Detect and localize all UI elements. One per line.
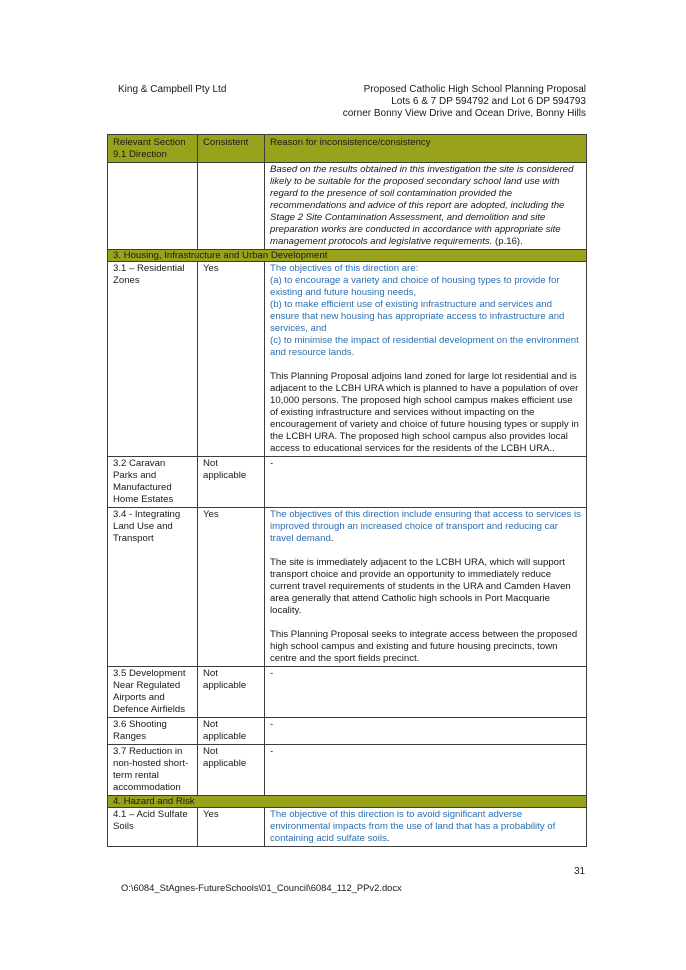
- consistent-cell: Yes: [198, 508, 265, 667]
- header-title-block: [343, 84, 586, 120]
- reason-cell: -: [265, 745, 587, 796]
- table-row: [108, 508, 587, 667]
- col-header-consistent: Consistent: [198, 135, 265, 163]
- objective-c: (c) to minimise the impact of residential development on the environment and resource lands.: [270, 335, 579, 358]
- table-header-row: [108, 135, 587, 163]
- intro-ref: (p.16).: [492, 236, 523, 247]
- reason-paragraph: This Planning Proposal seeks to integrate access between the proposed high school campus and existing and future housing precincts, town centre and the sport fields precinct.: [270, 629, 578, 664]
- table-row: [108, 457, 587, 508]
- page-number: 31: [574, 866, 586, 877]
- consistent-cell: Not applicable: [198, 457, 265, 508]
- reason-cell: -: [265, 667, 587, 718]
- reason-paragraph: The site is immediately adjacent to the LCBH URA, which will support transport choice and provide an opportunity to immediately reduce current travel requirements of students in the URA and Camden Haven area generally that attend Catholic high schools in Port Macquarie locality.: [270, 557, 571, 616]
- section-cell: 3.5 Development Near Regulated Airports and Defence Airfields: [108, 667, 198, 718]
- header-company: King & Campbell Pty Ltd: [118, 84, 227, 95]
- table-row: [108, 262, 587, 457]
- intro-quote: Based on the results obtained in this investigation the site is considered likely to be suitable for the proposed secondary school land use with regard to the presence of soil contamination provided the recommendations and advice of this report are adopted, including the Stage 2 Site Contamination Assessment, and demolition and site preparation works are conducted in accordance with appropriate site management protocols and legislative requirements.: [270, 164, 574, 247]
- section-cell: 4.1 – Acid Sulfate Soils: [108, 808, 198, 847]
- header-title-line1: Proposed Catholic High School Planning Proposal: [363, 84, 586, 95]
- table-row: [108, 718, 587, 745]
- objectives-text: The objectives of this direction include ensuring that access to services is improved through an increased choice of transport and reducing car travel demand: [270, 509, 581, 544]
- consistent-cell: Yes: [198, 262, 265, 457]
- reason-cell: The objective of this direction is to avoid significant adverse environmental impacts from the use of land that has a probability of containing acid sulfate soils.: [265, 808, 587, 847]
- objectives-intro: The objectives of this direction are:: [270, 263, 419, 274]
- section-cell: 3.1 – Residential Zones: [108, 262, 198, 457]
- objective-a: (a) to encourage a variety and choice of housing types to provide for existing and future housing needs,: [270, 275, 560, 298]
- consistent-cell: Yes: [198, 808, 265, 847]
- section-heading-4: 4. Hazard and Risk: [108, 796, 587, 808]
- direction-table: [107, 134, 587, 847]
- section-cell: 3.2 Caravan Parks and Manufactured Home Estates: [108, 457, 198, 508]
- table-row: [108, 745, 587, 796]
- table-row: [108, 667, 587, 718]
- table-row: [108, 808, 587, 847]
- table-row: [108, 163, 587, 250]
- section-heading-3: 3. Housing, Infrastructure and Urban Development: [108, 250, 587, 262]
- consistent-cell: Not applicable: [198, 745, 265, 796]
- header-title-line2: Lots 6 & 7 DP 594792 and Lot 6 DP 594793: [391, 96, 586, 107]
- section-cell: 3.4 - Integrating Land Use and Transport: [108, 508, 198, 667]
- section-cell: 3.6 Shooting Ranges: [108, 718, 198, 745]
- reason-cell: -: [265, 457, 587, 508]
- reason-cell: [265, 508, 587, 667]
- section-row: [108, 796, 587, 808]
- objectives-text: The objective of this direction is to avoid significant adverse environmental impacts from the use of land that has a probability of containing acid sulfate soils: [270, 809, 556, 844]
- consistent-cell: Not applicable: [198, 667, 265, 718]
- col-header-section: Relevant Section 9.1 Direction: [108, 135, 198, 163]
- header-title-line3: corner Bonny View Drive and Ocean Drive, Bonny Hills: [342, 108, 586, 119]
- section-row: [108, 250, 587, 262]
- reason-paragraph: This Planning Proposal adjoins land zoned for large lot residential and is adjacent to the LCBH URA which is planned to have a population of over 10,000 persons. The proposed high school campus makes efficient use of existing infrastructure and services without impacting on the encouragement of variety and choice of future housing types or supply in the LCBH URA. The proposed high school campus also provides local access to educational services for the residents of the LCBH URA..: [270, 371, 579, 454]
- consistent-cell: Not applicable: [198, 718, 265, 745]
- section-cell: 3.7 Reduction in non-hosted short-term rental accommodation: [108, 745, 198, 796]
- objective-b: (b) to make efficient use of existing infrastructure and services and ensure that new housing has appropriate access to infrastructure and services, and: [270, 299, 565, 334]
- reason-cell: -: [265, 718, 587, 745]
- footer-file-path: O:\6084_StAgnes-FutureSchools\01_Council\6084_112_PPv2.docx: [121, 882, 402, 893]
- objectives-block: [270, 263, 581, 359]
- objectives-block: The objectives of this direction include ensuring that access to services is improved through an increased choice of transport and reducing car travel demand.: [270, 509, 581, 544]
- col-header-reason: Reason for inconsistence/consistency: [265, 135, 587, 163]
- reason-cell: [265, 163, 587, 250]
- reason-cell: [265, 262, 587, 457]
